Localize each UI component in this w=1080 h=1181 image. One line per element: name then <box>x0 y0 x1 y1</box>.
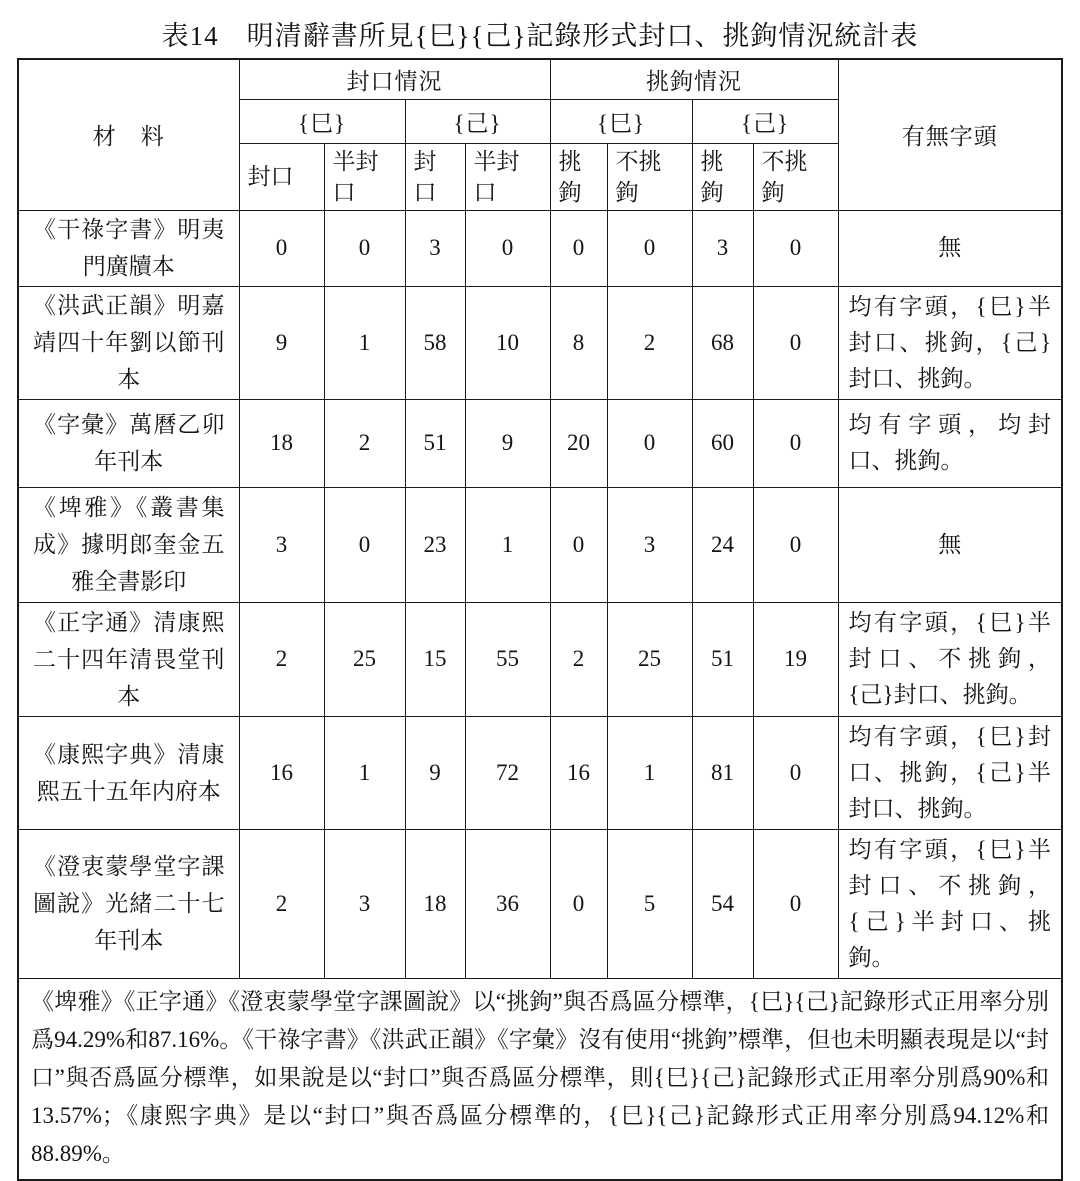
value-cell: 0 <box>239 210 324 286</box>
value-cell: 0 <box>324 487 405 602</box>
value-cell: 68 <box>692 286 753 399</box>
value-cell: 15 <box>405 602 465 716</box>
value-cell: 20 <box>550 399 607 487</box>
value-cell: 0 <box>550 829 607 978</box>
value-cell: 1 <box>465 487 550 602</box>
value-cell: 9 <box>465 399 550 487</box>
value-cell: 2 <box>239 602 324 716</box>
tiaogou-group-header: 挑鉤情況 <box>550 59 838 99</box>
material-cell: 《洪武正韻》明嘉靖四十年劉以節刊本 <box>18 286 239 399</box>
value-cell: 5 <box>607 829 692 978</box>
table-row <box>18 829 1062 978</box>
statistics-table <box>17 58 1063 1181</box>
value-cell: 0 <box>607 399 692 487</box>
value-cell: 55 <box>465 602 550 716</box>
value-cell: 0 <box>550 210 607 286</box>
leaf-header-fengkou-si-half: 半封口 <box>324 143 405 210</box>
material-cell: 《澄衷蒙學堂字課圖說》光緒二十七年刊本 <box>18 829 239 978</box>
value-cell: 51 <box>405 399 465 487</box>
footnote-text: 《埤雅》《正字通》《澄衷蒙學堂字課圖說》以“挑鉤”與否爲區分標準，{巳}{己}記錄形式正用率分別爲94.29%和87.16%。《干祿字書》《洪武正韻》《字彙》沒有使用“挑鉤”標準，但也未明顯表現是以“封口”與否爲區分標準，如果說是以“封口”與否爲區分標準，則{巳}{己}記錄形式正用率分別爲90%和13.57%；《康熙字典》是以“封口”與否爲區分標準的，{巳}{己}記錄形式正用率分別爲94.12%和88.89%。 <box>18 978 1062 1180</box>
value-cell: 3 <box>324 829 405 978</box>
value-cell: 1 <box>324 716 405 829</box>
value-cell: 36 <box>465 829 550 978</box>
value-cell: 0 <box>607 210 692 286</box>
value-cell: 23 <box>405 487 465 602</box>
value-cell: 25 <box>607 602 692 716</box>
leaf-header-tiaogou-ji-hooked: 挑鉤 <box>692 143 753 210</box>
value-cell: 16 <box>550 716 607 829</box>
value-cell: 19 <box>753 602 838 716</box>
value-cell: 0 <box>753 286 838 399</box>
value-cell: 9 <box>405 716 465 829</box>
note-cell: 均有字頭，{巳}半封口、挑鉤，{己}封口、挑鉤。 <box>838 286 1062 399</box>
fengkou-group-header: 封口情況 <box>239 59 550 99</box>
value-cell: 60 <box>692 399 753 487</box>
value-cell: 3 <box>405 210 465 286</box>
zitou-column-header: 有無字頭 <box>838 59 1062 210</box>
value-cell: 0 <box>753 829 838 978</box>
value-cell: 10 <box>465 286 550 399</box>
note-cell: 無 <box>838 210 1062 286</box>
note-cell: 均有字頭，{巳}半封口、不挑鉤，{己}半封口、挑鉤。 <box>838 829 1062 978</box>
value-cell: 51 <box>692 602 753 716</box>
note-cell: 無 <box>838 487 1062 602</box>
leaf-header-tiaogou-ji-unhooked: 不挑鉤 <box>753 143 838 210</box>
note-cell: 均有字頭，均封口、挑鉤。 <box>838 399 1062 487</box>
value-cell: 2 <box>607 286 692 399</box>
value-cell: 72 <box>465 716 550 829</box>
value-cell: 0 <box>753 399 838 487</box>
value-cell: 2 <box>550 602 607 716</box>
leaf-header-tiaogou-si-unhooked: 不挑鉤 <box>607 143 692 210</box>
value-cell: 54 <box>692 829 753 978</box>
value-cell: 58 <box>405 286 465 399</box>
value-cell: 0 <box>753 716 838 829</box>
header-row-groups <box>18 59 1062 99</box>
leaf-header-fengkou-ji-half: 半封口 <box>465 143 550 210</box>
value-cell: 0 <box>324 210 405 286</box>
value-cell: 81 <box>692 716 753 829</box>
value-cell: 2 <box>324 399 405 487</box>
material-cell: 《康熙字典》清康熙五十五年内府本 <box>18 716 239 829</box>
leaf-header-fengkou-ji-sealed: 封口 <box>405 143 465 210</box>
material-cell: 《埤雅》《叢書集成》據明郎奎金五雅全書影印 <box>18 487 239 602</box>
value-cell: 0 <box>753 210 838 286</box>
value-cell: 0 <box>465 210 550 286</box>
value-cell: 18 <box>405 829 465 978</box>
value-cell: 18 <box>239 399 324 487</box>
material-cell: 《字彙》萬曆乙卯年刊本 <box>18 399 239 487</box>
table-row <box>18 399 1062 487</box>
value-cell: 0 <box>753 487 838 602</box>
table-row <box>18 716 1062 829</box>
value-cell: 8 <box>550 286 607 399</box>
page-title: 表14 明清辭書所見{巳}{己}記錄形式封口、挑鉤情況統計表 <box>161 21 919 51</box>
value-cell: 25 <box>324 602 405 716</box>
fengkou-si-header: {巳} <box>239 99 405 143</box>
value-cell: 9 <box>239 286 324 399</box>
table-row <box>18 602 1062 716</box>
value-cell: 1 <box>324 286 405 399</box>
material-cell: 《干祿字書》明夷門廣牘本 <box>18 210 239 286</box>
material-cell: 《正字通》清康熙二十四年清畏堂刊本 <box>18 602 239 716</box>
value-cell: 16 <box>239 716 324 829</box>
footnote-row <box>18 978 1062 1180</box>
leaf-header-tiaogou-si-hooked: 挑鉤 <box>550 143 607 210</box>
value-cell: 24 <box>692 487 753 602</box>
table-row <box>18 286 1062 399</box>
leaf-header-fengkou-si-sealed: 封口 <box>239 143 324 210</box>
material-column-header: 材 料 <box>18 59 239 210</box>
value-cell: 0 <box>550 487 607 602</box>
value-cell: 3 <box>607 487 692 602</box>
note-cell: 均有字頭，{巳}封口、挑鉤，{己}半封口、挑鉤。 <box>838 716 1062 829</box>
value-cell: 3 <box>239 487 324 602</box>
value-cell: 2 <box>239 829 324 978</box>
fengkou-ji-header: {己} <box>405 99 550 143</box>
value-cell: 3 <box>692 210 753 286</box>
tiaogou-ji-header: {己} <box>692 99 838 143</box>
tiaogou-si-header: {巳} <box>550 99 692 143</box>
value-cell: 1 <box>607 716 692 829</box>
table-row <box>18 210 1062 286</box>
table-row <box>18 487 1062 602</box>
note-cell: 均有字頭，{巳}半封口、不挑鉤，{己}封口、挑鉤。 <box>838 602 1062 716</box>
